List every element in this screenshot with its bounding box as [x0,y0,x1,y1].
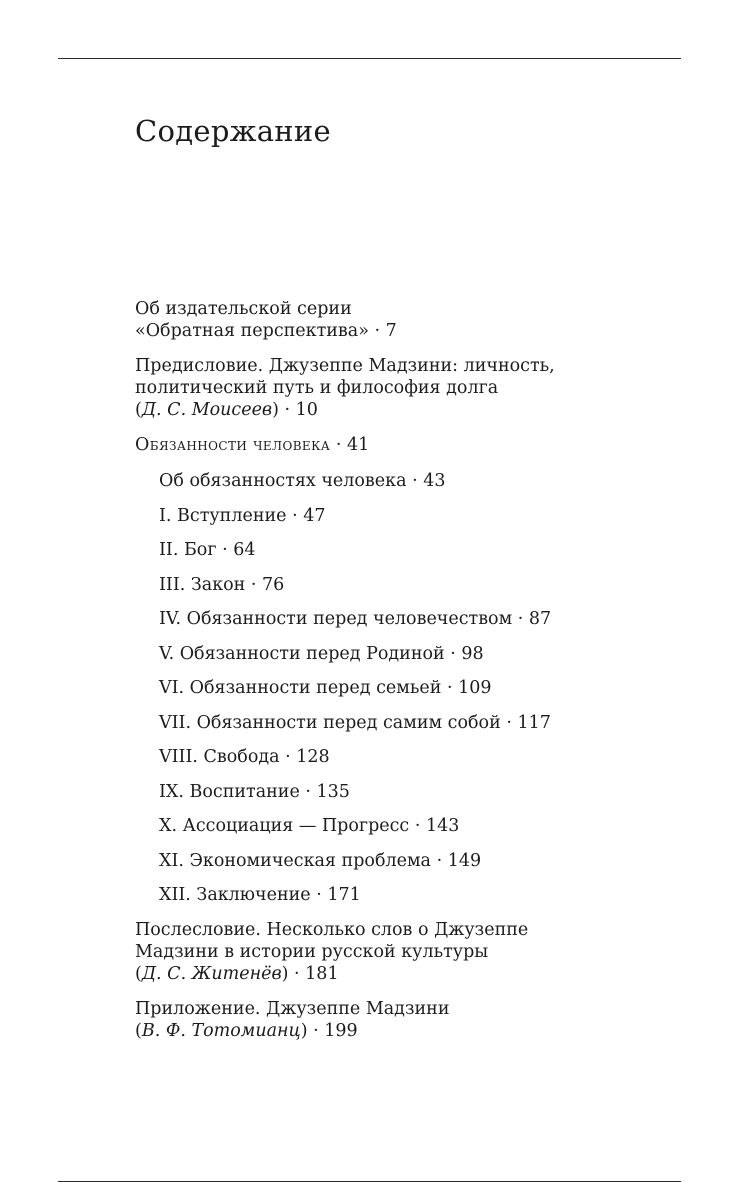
chapter-title: I. Вступление [159,505,287,526]
toc-chapter-entry[interactable]: V. Обязанности перед Родиной · 98 [159,643,484,664]
toc-entry-line: Приложение. Джузеппе Мадзини [135,998,450,1019]
toc-entry-line: «Обратная перспектива» · 7 [135,321,397,341]
page-number: 41 [346,435,370,455]
chapter-title: V. Обязанности перед Родиной [159,643,445,664]
page-number: 10 [295,400,318,420]
toc-chapter-entry[interactable]: Об обязанностях человека · 43 [159,471,446,491]
author-name: Д. С. Житенёв [141,963,282,984]
toc-entry-line: политический путь и философия долга [135,378,499,398]
page-number: 76 [262,574,285,595]
table-of-contents [135,298,605,1055]
top-rule [58,58,681,59]
toc-entry-line: Предисловие. Джузеппе Мадзини: личность, [135,356,555,376]
toc-entry-line: Обязанности человека · 41 [135,435,370,455]
author-name: Д. С. Моисеев [141,400,273,420]
page-number: 135 [316,781,350,802]
chapter-title: VII. Обязанности перед самим собой [159,712,501,733]
chapter-list [135,470,605,906]
chapter-title: XI. Экономическая проблема [159,850,431,871]
page-number: 47 [303,505,326,526]
page-number: 109 [458,678,492,698]
page-number: 181 [305,963,339,984]
toc-chapter-entry[interactable]: VI. Обязанности перед семьей · 109 [159,678,492,698]
page-number: 7 [385,321,397,341]
toc-entry-line: Мадзини в истории русской культуры [135,941,489,962]
chapter-title: II. Бог [159,540,217,560]
toc-entry-line: Послесловие. Несколько слов о Джузеппе [135,919,529,940]
toc-chapter-entry[interactable]: I. Вступление · 47 [159,505,326,526]
page-number: 143 [425,816,460,836]
chapter-title: III. Закон [159,574,246,595]
toc-entry-appendix[interactable] [135,998,605,1042]
page-number: 149 [447,850,482,871]
toc-entry-duties[interactable] [135,434,605,456]
chapter-title: Об обязанностях человека [159,471,407,491]
toc-chapter-entry[interactable]: VIII. Свобода · 128 [159,747,330,767]
chapter-title: X. Ассоциация — Прогресс [159,816,410,836]
toc-entry-line: Об издательской серии [135,299,352,319]
toc-chapter-entry[interactable]: XII. Заключение · 171 [159,885,361,905]
toc-chapter-entry[interactable]: IV. Обязанности перед человечеством · 87 [159,609,552,629]
toc-entry-line: (Д. С. Моисеев) · 10 [135,400,318,420]
page-number: 64 [233,540,256,560]
page-number: 117 [517,712,551,733]
toc-entry-afterword[interactable] [135,919,605,985]
page-title: Содержание [135,114,332,148]
toc-chapter-entry[interactable]: XI. Экономическая проблема · 149 [159,850,482,871]
page-number: 171 [327,885,361,905]
toc-chapter-entry[interactable]: II. Бог · 64 [159,540,256,560]
chapter-title: VI. Обязанности перед семьей [159,678,442,698]
toc-chapter-entry[interactable]: VII. Обязанности перед самим собой · 117 [159,712,551,733]
author-name: В. Ф. Тотомианц [141,1020,301,1041]
page-number: 87 [528,609,552,629]
chapter-title: IV. Обязанности перед человечеством [159,609,513,629]
toc-chapter-entry[interactable]: X. Ассоциация — Прогресс · 143 [159,816,460,836]
page-number: 128 [296,747,330,767]
page-number: 199 [324,1020,358,1041]
page-number: 43 [423,471,446,491]
toc-entry-line: (В. Ф. Тотомианц) · 199 [135,1020,358,1041]
chapter-title: XII. Заключение [159,885,311,905]
toc-entry-line: (Д. С. Житенёв) · 181 [135,963,339,984]
toc-chapter-entry[interactable]: III. Закон · 76 [159,574,285,595]
toc-chapter-entry[interactable]: IX. Воспитание · 135 [159,781,350,802]
toc-entry-series[interactable] [135,298,605,342]
toc-entry-preface[interactable] [135,355,605,421]
chapter-title: VIII. Свобода [159,747,280,767]
chapter-title: IX. Воспитание [159,781,300,802]
page-number: 98 [461,643,484,664]
